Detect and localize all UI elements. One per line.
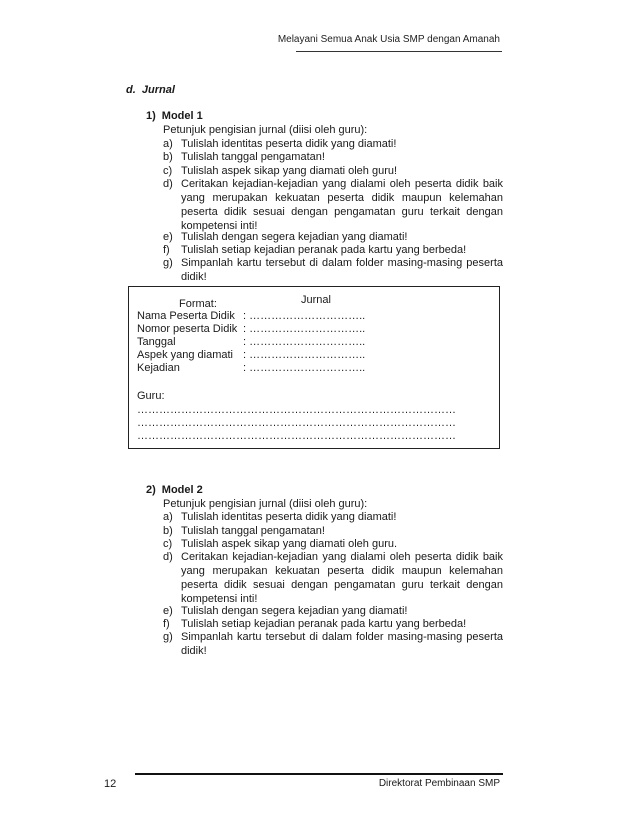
list-item: [163, 150, 503, 164]
list-item: [163, 256, 503, 284]
item-text: Tulislah setiap kejadian peranak pada kartu yang berbeda!: [181, 244, 467, 256]
item-text: Tulislah identitas peserta didik yang diamati!: [181, 138, 397, 150]
list-item: [163, 524, 503, 538]
item-text: Tulislah tanggal pengamatan!: [181, 151, 325, 163]
field-value: : …………………………..: [243, 323, 366, 335]
journal-format-box: [128, 286, 500, 449]
item-label: b): [163, 151, 173, 163]
model2-number: 2): [146, 484, 156, 496]
item-label: a): [163, 138, 173, 150]
field-label: Nomor peserta Didik: [137, 323, 238, 335]
list-item: [163, 537, 503, 551]
journal-title: Jurnal: [301, 294, 331, 306]
item-label: e): [163, 231, 173, 243]
header-rule: [296, 51, 502, 52]
item-label: g): [163, 631, 173, 643]
running-header: Melayani Semua Anak Usia SMP dengan Amanah: [277, 34, 500, 45]
item-text: Tulislah aspek sikap yang diamati oleh guru.: [181, 538, 398, 550]
list-item: [163, 617, 503, 631]
model1-title-text: Model 1: [161, 110, 203, 122]
item-text: Tulislah dengan segera kejadian yang diamati!: [181, 605, 408, 617]
list-item: [163, 604, 503, 618]
field-label: Kejadian: [137, 362, 180, 374]
item-text: Tulislah identitas peserta didik yang diamati!: [181, 511, 397, 523]
footer-publisher: Direktorat Pembinaan SMP: [378, 778, 500, 789]
section-title: [126, 84, 175, 96]
item-text: Ceritakan kejadian-kejadian yang dialami oleh peserta didik baik yang merupakan kekuatan peserta didik maupun kelemahan peserta didik sesuai dengan pengamatan guru terkait dengan kompetensi inti!: [181, 178, 503, 232]
item-label: d): [163, 551, 173, 563]
guru-label: Guru:: [137, 390, 165, 402]
item-text: Ceritakan kejadian-kejadian yang dialami oleh peserta didik baik yang merupakan kekuatan peserta didik maupun kelemahan peserta didik sesuai dengan pengamatan guru terkait dengan kompetensi inti!: [181, 551, 503, 605]
field-value: : …………………………..: [243, 349, 366, 361]
item-label: c): [163, 165, 173, 177]
guru-line: ……………………………………………………………………………: [137, 417, 456, 429]
list-item: [163, 630, 503, 658]
model2-title-text: Model 2: [161, 484, 203, 496]
field-value: : …………………………..: [243, 362, 366, 374]
item-label: f): [163, 618, 170, 630]
list-item: [163, 550, 503, 606]
field-label: Tanggal: [137, 336, 176, 348]
model2-intro: Petunjuk pengisian jurnal (diisi oleh guru):: [163, 498, 368, 510]
list-item: [163, 137, 503, 151]
model1-number: 1): [146, 110, 156, 122]
field-value: : …………………………..: [243, 336, 366, 348]
item-text: Tulislah aspek sikap yang diamati oleh guru!: [181, 165, 398, 177]
field-label: Aspek yang diamati: [137, 349, 233, 361]
model2-title: [146, 484, 203, 496]
item-label: a): [163, 511, 173, 523]
list-item: [163, 230, 503, 244]
list-item: [163, 510, 503, 524]
guru-line: ……………………………………………………………………………: [137, 430, 456, 442]
format-label: Format:: [179, 298, 217, 310]
item-text: Tulislah dengan segera kejadian yang diamati!: [181, 231, 408, 243]
item-text: Tulislah setiap kejadian peranak pada kartu yang berbeda!: [181, 618, 467, 630]
section-title-text: Jurnal: [141, 84, 175, 96]
field-value: : …………………………..: [243, 310, 366, 322]
item-label: b): [163, 525, 173, 537]
item-label: c): [163, 538, 173, 550]
item-text: Simpanlah kartu tersebut di dalam folder masing-masing peserta didik!: [181, 631, 503, 657]
list-item: [163, 177, 503, 233]
item-text: Simpanlah kartu tersebut di dalam folder masing-masing peserta didik!: [181, 257, 503, 283]
item-label: e): [163, 605, 173, 617]
list-item: [163, 243, 503, 257]
section-label: d.: [126, 84, 136, 96]
footer-rule: [135, 773, 503, 775]
field-label: Nama Peserta Didik: [137, 310, 235, 322]
item-label: g): [163, 257, 173, 269]
item-label: f): [163, 244, 170, 256]
guru-line: ……………………………………………………………………………: [137, 404, 456, 416]
model1-intro: Petunjuk pengisian jurnal (diisi oleh guru):: [163, 124, 368, 136]
item-text: Tulislah tanggal pengamatan!: [181, 525, 325, 537]
page-number: 12: [104, 778, 117, 790]
model1-title: [146, 110, 203, 122]
item-label: d): [163, 178, 173, 190]
list-item: [163, 164, 503, 178]
